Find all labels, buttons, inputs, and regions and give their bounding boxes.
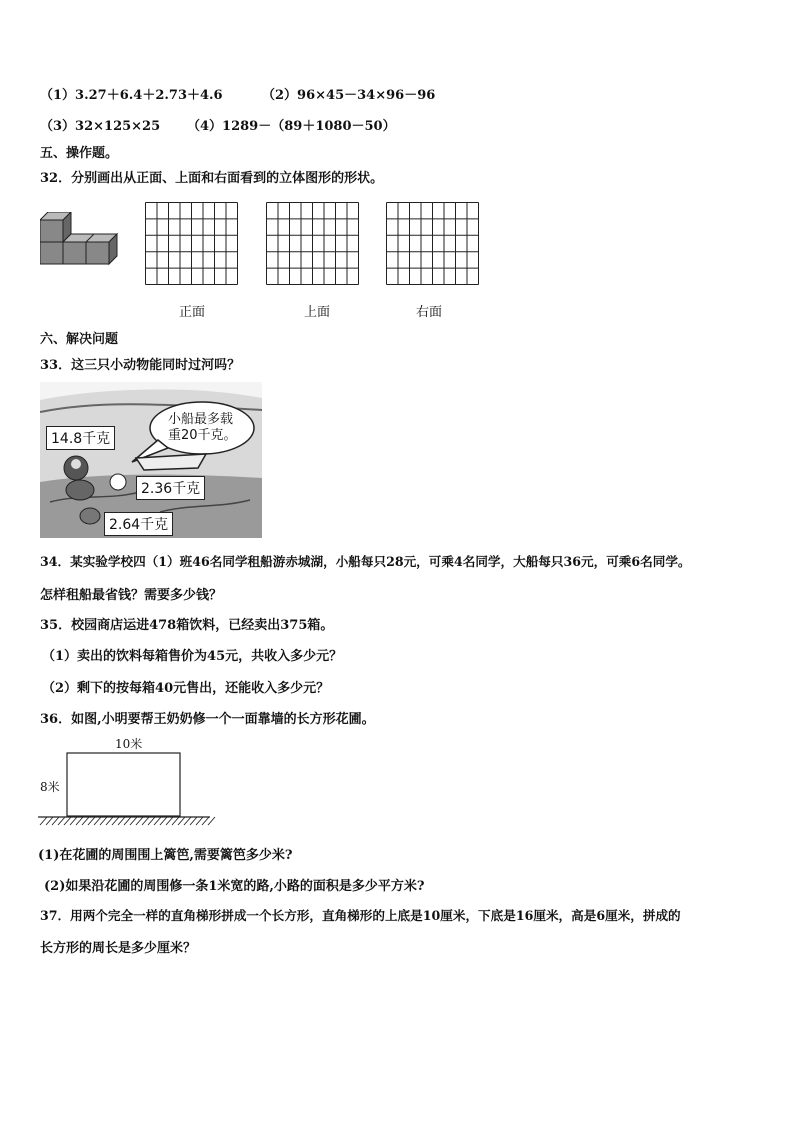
q35-text: 35．校园商店运进478箱饮料，已经卖出375箱。 — [40, 618, 334, 633]
wall-hatch-line — [106, 817, 113, 825]
tag-rabbit-weight: 2.36千克 — [136, 476, 205, 500]
label-right: 右面 — [416, 305, 443, 320]
grid-right-svg — [386, 202, 480, 286]
label-front: 正面 — [179, 305, 206, 320]
grid-right[interactable] — [386, 202, 480, 286]
wall-hatch-line — [112, 817, 119, 825]
q32-text: 32．分别画出从正面、上面和右面看到的立体图形的形状。 — [40, 171, 384, 186]
q35-sub1: （1）卖出的饮料每箱售价为45元，共收入多少元？ — [42, 649, 343, 664]
wall-hatch-line — [178, 817, 185, 825]
grid-top[interactable] — [266, 202, 360, 286]
grid-front-svg — [145, 202, 239, 286]
wall-hatch-line — [160, 817, 167, 825]
wall-hatch-line — [88, 817, 95, 825]
wall-hatch-line — [154, 817, 161, 825]
wall-hatch-line — [184, 817, 191, 825]
q34-line1: 34．某实验学校四（1）班46名同学租船游赤城湖，小船每只28元，可乘4名同学，大船每只36元，可乘6名同学。 — [40, 554, 691, 569]
label-top: 上面 — [304, 305, 331, 320]
wall-hatch-line — [130, 817, 137, 825]
q37-line2: 长方形的周长是多少厘米？ — [40, 941, 197, 956]
tag-turtle-weight: 2.64千克 — [104, 512, 173, 536]
wall-hatch-line — [76, 817, 83, 825]
wall-hatch-line — [202, 817, 209, 825]
wall-hatch-line — [46, 817, 53, 825]
wall-hatch-line — [142, 817, 149, 825]
wall-hatch-line — [118, 817, 125, 825]
wall-hatch-line — [208, 817, 215, 825]
q34-line2: 怎样租船最省钱？需要多少钱？ — [40, 588, 223, 603]
tag-monkey-weight: 14.8千克 — [46, 426, 115, 450]
calc-q4: （4）1289－（89＋1080－50） — [187, 119, 396, 134]
garden-width-label: 10米 — [115, 737, 143, 751]
wall-hatch-line — [190, 817, 197, 825]
wall-hatch-line — [82, 817, 89, 825]
wall-hatch-line — [40, 817, 47, 825]
wall-hatch-line — [172, 817, 179, 825]
wall-hatch-line — [70, 817, 77, 825]
cube-figure — [40, 212, 120, 274]
wall-hatch-line — [124, 817, 131, 825]
wall-hatch-line — [166, 817, 173, 825]
wall-hatch-line — [52, 817, 59, 825]
q37-line1: 37．用两个完全一样的直角梯形拼成一个长方形，直角梯形的上底是10厘米，下底是16厘米，高是6厘米，拼成的 — [40, 908, 681, 923]
wall-hatch-line — [100, 817, 107, 825]
garden-height-label: 8米 — [40, 780, 60, 794]
wall-hatch-line — [148, 817, 155, 825]
grid-front[interactable] — [145, 202, 239, 286]
q35-sub2: （2）剩下的按每箱40元售出，还能收入多少元？ — [42, 681, 330, 696]
bubble-line1: 小船最多载 — [168, 412, 234, 427]
calc-q3: （3）32×125×25 — [40, 119, 161, 134]
grid-top-svg — [266, 202, 360, 286]
section6-title: 六、解决问题 — [40, 332, 119, 347]
wall-hatch-line — [64, 817, 71, 825]
wall-hatch-line — [58, 817, 65, 825]
q36-text: 36．如图,小明要帮王奶奶修一个一面靠墙的长方形花圃。 — [40, 712, 375, 727]
garden-diagram — [38, 735, 218, 830]
wall-hatch-line — [136, 817, 143, 825]
wall-hatch-line — [94, 817, 101, 825]
calc-q2: （2）96×45－34×96－96 — [262, 88, 436, 103]
bubble-line2: 重20千克。 — [168, 428, 237, 443]
q33-text: 33．这三只小动物能同时过河吗？ — [40, 358, 241, 373]
q36-sub1: (1)在花圃的周围围上篱笆,需要篱笆多少米? — [38, 848, 293, 863]
section5-title: 五、操作题。 — [40, 146, 119, 161]
river-scene-illustration — [40, 382, 262, 538]
wall-hatch-line — [196, 817, 203, 825]
calc-q1: （1）3.27＋6.4＋2.73＋4.6 — [40, 88, 223, 103]
q36-sub2: (2)如果沿花圃的周围修一条1米宽的路,小路的面积是多少平方米? — [44, 879, 425, 894]
